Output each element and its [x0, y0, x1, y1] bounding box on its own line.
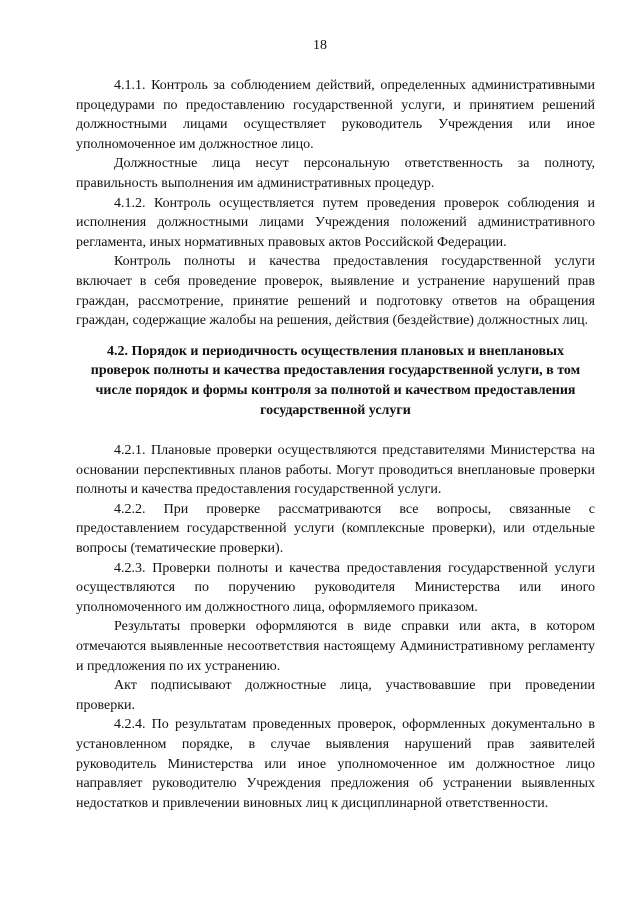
paragraph-responsibility: Должностные лица несут персональную ответственность за полноту, правильность выполнения им административных процедур. [76, 156, 595, 191]
paragraph-4-2-2: 4.2.2. При проверке рассматриваются все вопросы, связанные с предоставлением государственной услуги (комплексные проверки), или отдельные вопросы (тематические проверки). [76, 501, 595, 557]
paragraph-act: Акт подписывают должностные лица, участвовавшие при проведении проверки. [76, 678, 595, 713]
paragraph-4-2-1: 4.2.1. Плановые проверки осуществляются представителями Министерства на основании перспективных планов работы. Могут проводиться внеплановые проверки полноты и качества предоставления государственной услуги. [76, 443, 595, 498]
page-number: 18 [313, 38, 327, 53]
section-heading-4-2: 4.2. Порядок и периодичность осуществления плановых и внеплановых проверок полноты и качества предоставления государственной услуги, в том числе порядок и формы контроля за полнотой и качеством предоставления государственной услуги [90, 343, 581, 418]
document-body [76, 76, 595, 813]
paragraph-quality-control: Контроль полноты и качества предоставления государственной услуги включает в себя проведение проверок, выявление и устранение нарушений прав граждан, рассмотрение, принятие решений и подготовку ответов на обращения граждан, содержащие жалобы на решения, действия (бездействие) должностных лиц. [76, 254, 595, 329]
paragraph-4-1-2: 4.1.2. Контроль осуществляется путем проведения проверок соблюдения и исполнения должностными лицами Учреждения положений административного регламента, иных нормативных правовых актов Российской Федерации. [76, 195, 595, 250]
paragraph-4-1-1: 4.1.1. Контроль за соблюдением действий, определенных административными процедурами по предоставлению государственной услуги, и принятием решений должностными лицами осуществляет руководитель Учреждения или иное уполномоченное им должностное лицо. [76, 78, 595, 152]
paragraph-4-2-4: 4.2.4. По результатам проведенных проверок, оформленных документально в установленном порядке, в случае выявления нарушений прав заявителей руководитель Министерства или иное уполномоченное им должностное лицо направляет руководителю Учреждения предложения об устранении выявленных недостатков и привлечении виновных лиц к дисциплинарной ответственности. [76, 717, 595, 811]
paragraph-4-2-3: 4.2.3. Проверки полноты и качества предоставления государственной услуги осуществляются по поручению руководителя Министерства или иного уполномоченного им должностного лица, оформляемого приказом. [76, 560, 595, 615]
paragraph-results: Результаты проверки оформляются в виде справки или акта, в котором отмечаются выявленные несоответствия настоящему Административному регламенту и предложения по их устранению. [76, 619, 595, 674]
